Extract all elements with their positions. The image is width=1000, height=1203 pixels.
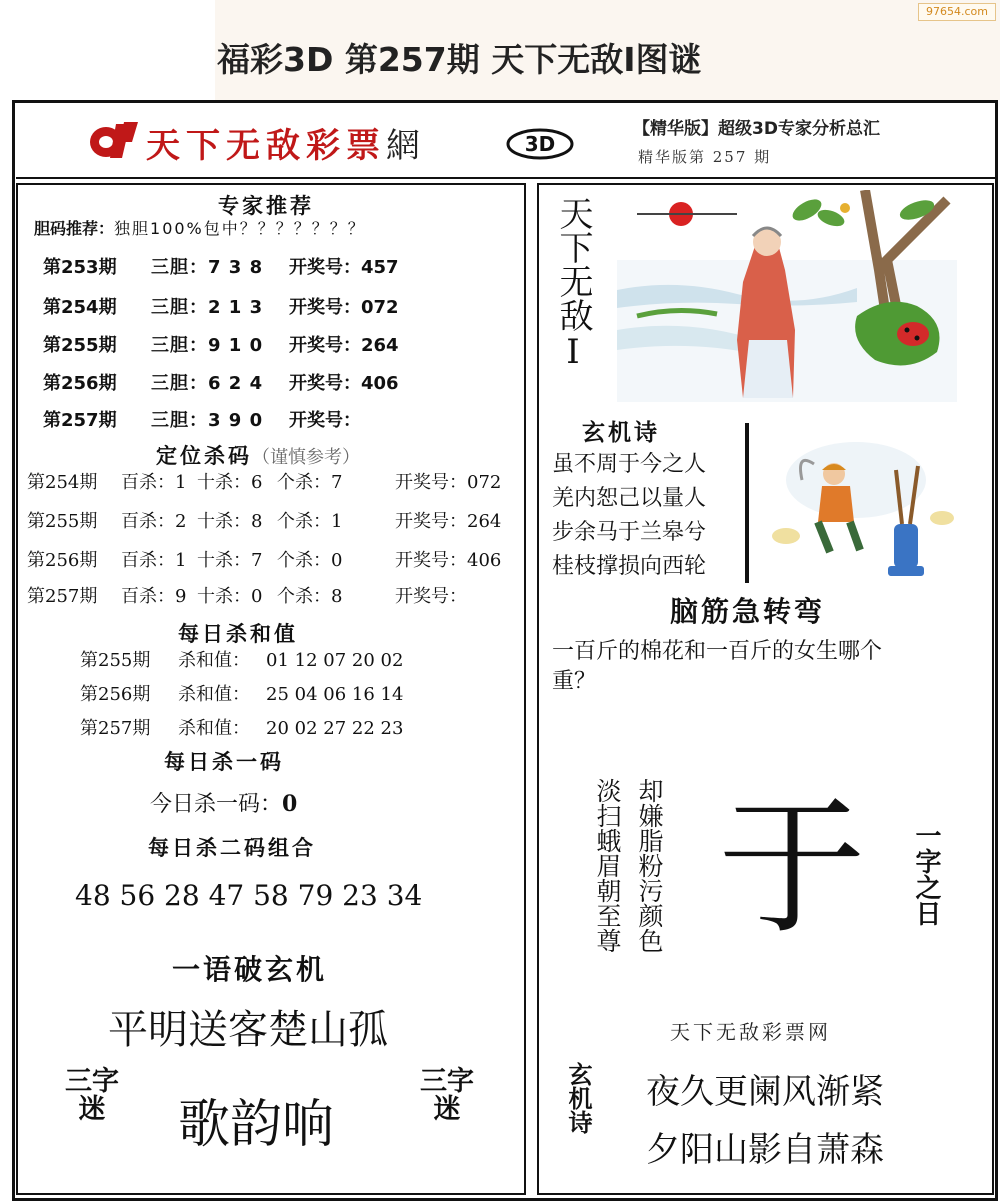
expert-draw: 开奖号：264	[289, 335, 399, 356]
page-title: 福彩3D 第257期 天下无敌Ⅰ图谜	[217, 40, 702, 79]
poem-line: 羌内恕己以量人	[552, 486, 707, 511]
vertical-poem-1: 却嫌脂粉污颜色	[635, 778, 664, 953]
expert-draw: 开奖号：	[289, 410, 361, 431]
sage-landscape-illustration	[617, 190, 957, 402]
sk-label: 杀和值：	[178, 684, 250, 705]
position-kill-header	[156, 440, 360, 470]
pk-issue: 第257期	[27, 586, 98, 607]
expert-row	[43, 293, 399, 319]
warrior-illustration	[756, 440, 956, 582]
pk-shi: 十杀：7	[197, 550, 263, 571]
two-kill-values: 48 56 28 47 58 79 23 34	[75, 879, 423, 912]
expert-draw: 开奖号：406	[289, 373, 399, 394]
expert-row	[43, 331, 399, 357]
dan-text: 独胆100%包中？？？？？？？	[114, 219, 366, 238]
expert-issue: 第256期	[43, 373, 117, 394]
expert-row	[43, 406, 361, 432]
pk-ge: 个杀：0	[277, 550, 343, 571]
sk-issue: 第255期	[80, 650, 151, 671]
sk-values: 01 12 07 20 02	[266, 650, 404, 671]
sum-kill-title: 每日杀和值	[178, 622, 298, 646]
riddle-phrase-text: 平明送客楚山孤	[108, 1007, 388, 1053]
pk-ge: 个杀：7	[277, 472, 343, 493]
pk-issue: 第254期	[27, 472, 98, 493]
poem-divider	[745, 423, 749, 583]
expert-issue: 第254期	[43, 297, 117, 318]
site-name-suffix: 網	[386, 126, 426, 166]
position-kill-row	[27, 468, 501, 494]
two-kill-title: 每日杀二码组合	[148, 836, 316, 860]
expert-draw: 开奖号：457	[289, 257, 399, 278]
expert-row	[43, 253, 399, 279]
site-name-text: 天下无敌彩票	[146, 126, 386, 166]
footer-poem-line-1: 夜久更阑风渐紧	[646, 1072, 884, 1112]
edition-issue: 精华版第 257 期	[638, 148, 772, 166]
poem-title: 玄机诗	[582, 420, 660, 446]
expert-dan: 三胆：6 2 4	[151, 373, 264, 394]
poem-lines	[552, 448, 706, 584]
sk-label: 杀和值：	[178, 718, 250, 739]
pk-draw: 开奖号：406	[395, 550, 502, 571]
expert-dan: 三胆：2 1 3	[151, 297, 264, 318]
three-char-label-right: 三字迷	[420, 1066, 474, 1125]
pk-issue: 第256期	[27, 550, 98, 571]
pk-ge: 个杀：8	[277, 586, 343, 607]
three-char-text: 歌韵响	[178, 1095, 335, 1155]
one-char-label: 一字之日	[911, 822, 941, 926]
sk-values: 25 04 06 16 14	[266, 684, 404, 705]
footer-site-name: 天下无敌彩票网	[670, 1020, 831, 1044]
pk-bai: 百杀：1	[121, 472, 187, 493]
one-kill-line	[150, 787, 297, 818]
expert-issue: 第253期	[43, 257, 117, 278]
expert-dan: 三胆：7 3 8	[151, 257, 264, 278]
position-kill-title: 定位杀码	[156, 444, 252, 468]
pk-shi: 十杀：6	[197, 472, 263, 493]
three-char-label-left: 三字迷	[65, 1066, 119, 1125]
poem-line: 虽不周于今之人	[552, 452, 707, 477]
vertical-poem-2: 淡扫蛾眉朝至尊	[593, 778, 622, 953]
expert-issue: 第257期	[43, 410, 117, 431]
badge-text: 3D	[524, 132, 556, 156]
footer-poem-label: 玄机诗	[564, 1062, 592, 1134]
site-watermark[interactable]: 97654.com	[918, 3, 996, 21]
footer-poem-line-2: 夕阳山影自萧森	[646, 1130, 884, 1170]
expert-row	[43, 369, 399, 395]
expert-draw: 开奖号：072	[289, 297, 399, 318]
pk-bai: 百杀：9	[121, 586, 187, 607]
big-character: 于	[718, 782, 866, 954]
sk-label: 杀和值：	[178, 650, 250, 671]
one-kill-title: 每日杀一码	[164, 750, 284, 774]
expert-issue: 第255期	[43, 335, 117, 356]
pk-shi: 十杀：8	[197, 511, 263, 532]
brain-teaser-title: 脑筋急转弯	[670, 595, 826, 628]
pk-bai: 百杀：1	[121, 550, 187, 571]
edition-title: 【精华版】超级3D专家分析总汇	[633, 119, 880, 139]
poem-line: 桂枝撑损向西轮	[552, 554, 707, 579]
dan-recommend	[34, 216, 366, 239]
3d-badge-icon	[506, 128, 574, 160]
pk-bai: 百杀：2	[121, 511, 187, 532]
sk-values: 20 02 27 22 23	[266, 718, 404, 739]
position-kill-row	[27, 546, 501, 572]
expert-dan: 三胆：9 1 0	[151, 335, 264, 356]
sk-issue: 第257期	[80, 718, 151, 739]
dan-label: 胆码推荐：	[34, 219, 115, 238]
sum-kill-row	[80, 646, 403, 672]
riddle-phrase-title: 一语破玄机	[172, 953, 328, 986]
poem-line: 步余马于兰皋兮	[552, 520, 707, 545]
expert-dan: 三胆：3 9 0	[151, 410, 264, 431]
pk-draw: 开奖号：	[395, 586, 467, 607]
expert-title: 专家推荐	[218, 194, 314, 218]
position-kill-row	[27, 582, 467, 608]
sum-kill-row	[80, 714, 403, 740]
pk-draw: 开奖号：264	[395, 511, 502, 532]
vertical-title: 天下无敌Ⅰ	[553, 196, 593, 372]
pk-ge: 个杀：1	[277, 511, 343, 532]
site-name	[146, 118, 426, 167]
position-kill-row	[27, 507, 501, 533]
position-kill-note: （谨慎参考）	[252, 447, 360, 468]
lottery-logo-icon	[86, 118, 142, 162]
one-kill-label: 今日杀一码：	[150, 792, 283, 817]
brain-teaser-line-2: 重？	[552, 669, 597, 694]
brain-teaser-line-1: 一百斤的棉花和一百斤的女生哪个	[552, 639, 883, 664]
one-kill-value: 0	[282, 791, 298, 817]
sk-issue: 第256期	[80, 684, 151, 705]
pk-issue: 第255期	[27, 511, 98, 532]
sum-kill-row	[80, 680, 403, 706]
pk-shi: 十杀：0	[197, 586, 263, 607]
pk-draw: 开奖号：072	[395, 472, 502, 493]
